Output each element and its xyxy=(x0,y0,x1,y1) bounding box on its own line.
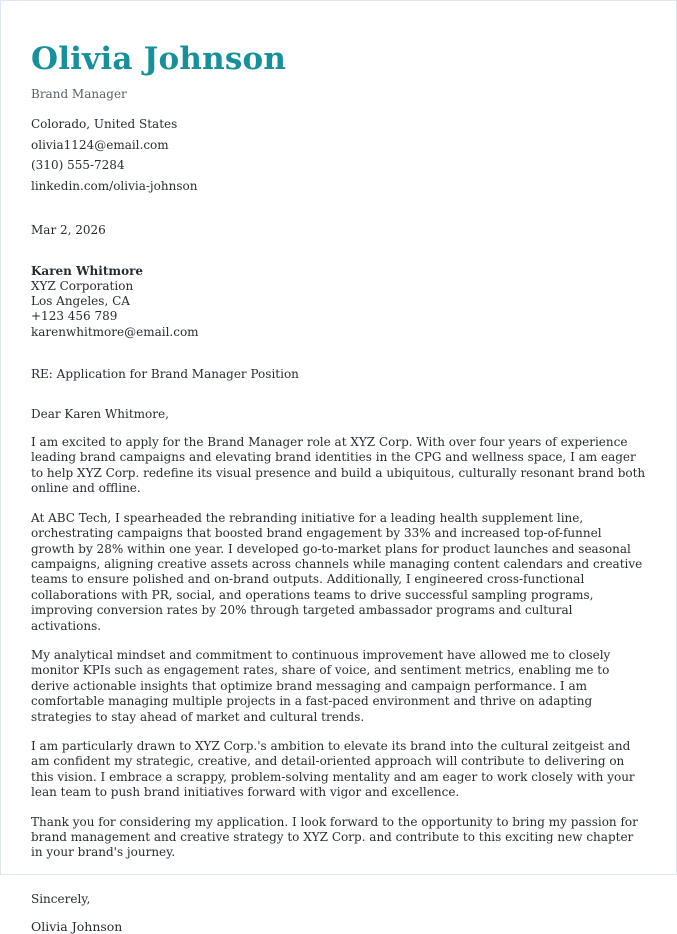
recipient-name: Karen Whitmore xyxy=(31,263,144,278)
candidate-name: Olivia Johnson xyxy=(31,41,287,77)
closing: Sincerely, xyxy=(31,891,91,906)
paragraph-experience: At ABC Tech, I spearheaded the rebranding initiative for a leading health supplement line, orchestrating campaigns that boosted brand engagement by 33% and increased top-of-funnel growth by 28% within one year. I developed go-to-market plans for product launches and seasonal campaigns, aligning creative assets across channels while managing content calendars and creative teams to ensure polished and on-brand outputs. Additionally, I engineered cross-functional collaborations with PR, social, and operations teams to drive successful sampling programs, improving conversion rates by 20% through targeted ambassador programs and cultural activations. xyxy=(31,510,643,633)
contact-location: Colorado, United States xyxy=(31,117,178,132)
contact-email: olivia1124@email.com xyxy=(31,137,169,152)
contact-block xyxy=(31,118,646,192)
paragraph-thanks: Thank you for considering my application. I look forward to the opportunity to bring my passion for brand management and creative strategy to XYZ Corp. and contribute to this exciting new chapter in your brand's journey. xyxy=(31,814,638,860)
letter-date: Mar 2, 2026 xyxy=(31,222,106,237)
recipient-email: karenwhitmore@email.com xyxy=(31,324,199,339)
paragraph-motivation: I am particularly drawn to XYZ Corp.'s ambition to elevate its brand into the cultural zeitgeist and am confident my strategic, creative, and detail-oriented approach will contribute to delivering on this vision. I embrace a scrappy, problem-solving mentality and am eager to work closely with your lean team to push brand initiatives forward with vigor and excellence. xyxy=(31,738,635,800)
recipient-phone: +123 456 789 xyxy=(31,309,118,324)
salutation: Dear Karen Whitmore, xyxy=(31,407,169,422)
subject-line: RE: Application for Brand Manager Position xyxy=(31,367,299,382)
signature-name: Olivia Johnson xyxy=(31,918,123,934)
letter-body xyxy=(31,435,646,861)
candidate-job-title: Brand Manager xyxy=(31,87,127,102)
paragraph-intro: I am excited to apply for the Brand Manager role at XYZ Corp. With over four years of experience leading brand campaigns and elevating brand identities in the CPG and wellness space, I am eager to help XYZ Corp. redefine its visual presence and build a ubiquitous, culturally resonant brand both online and offline. xyxy=(31,435,646,496)
recipient-block xyxy=(31,264,646,340)
recipient-company: XYZ Corporation xyxy=(31,278,134,293)
contact-linkedin: linkedin.com/olivia-johnson xyxy=(31,178,198,193)
paragraph-skills: My analytical mindset and commitment to continuous improvement have allowed me to closely monitor KPIs such as engagement rates, share of voice, and sentiment metrics, enabling me to derive actionable insights that optimize brand messaging and campaign performance. I am comfortable managing multiple projects in a fast-paced environment and thrive on adapting strategies to stay ahead of market and cultural trends. xyxy=(31,647,611,724)
recipient-location: Los Angeles, CA xyxy=(31,294,130,309)
contact-phone: (310) 555-7284 xyxy=(31,158,125,173)
